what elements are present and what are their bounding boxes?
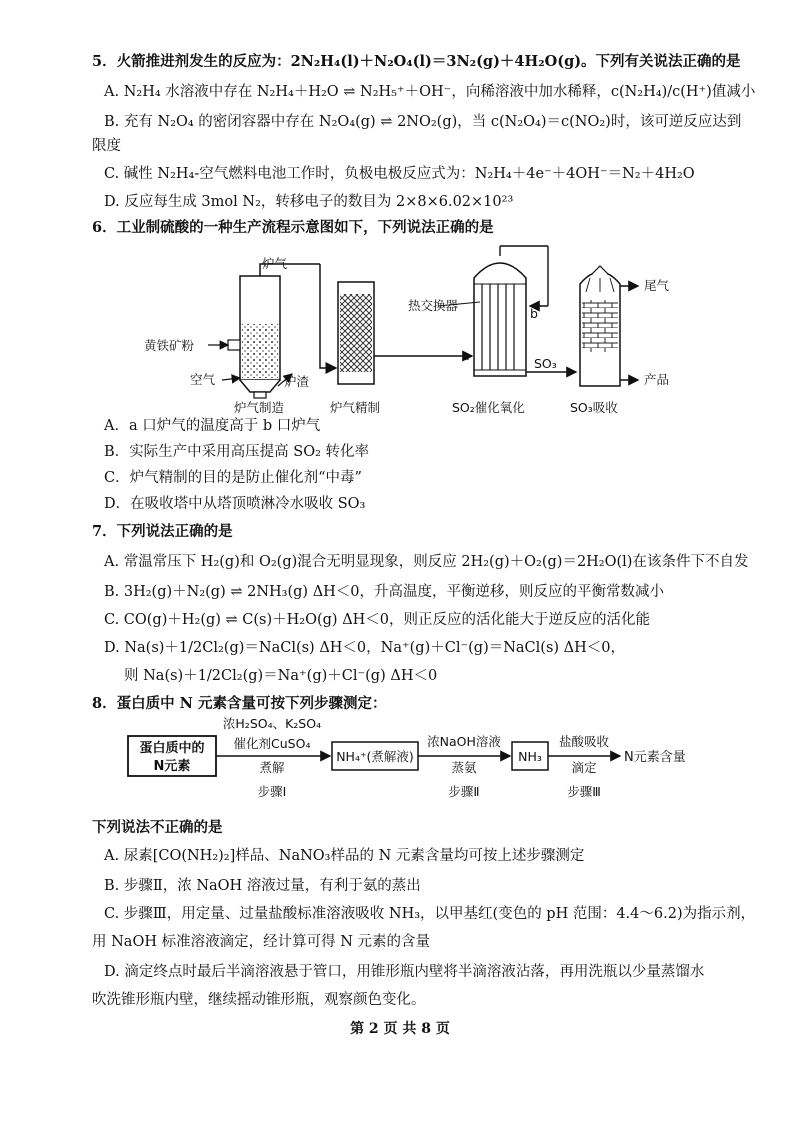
q6-option-c: C．炉气精制的目的是防止催化剂“中毒” — [104, 470, 362, 486]
q7-stem: 7．下列说法正确的是 — [92, 523, 233, 540]
stage-furnace-gas-purification: 炉气精制 — [330, 400, 381, 415]
nitrogen-determination-flowchart — [124, 712, 724, 804]
q8-option-a: A. 尿素[CO(NH₂)₂]样品、NaNO₃样品的 N 元素含量均可按上述步骤测定 — [104, 848, 585, 864]
box-protein-n-line2: N元素 — [153, 759, 191, 774]
page-footer: 第 2 页 共 8 页 — [350, 1021, 450, 1037]
label-pyrite-powder: 黄铁矿粉 — [144, 338, 195, 353]
label-luqi: 炉气 — [262, 256, 288, 271]
q7-option-b: B. 3H₂(g)＋N₂(g) ⇌ 2NH₃(g) ΔH＜0，升高温度，平衡逆移，则反应的平衡常数减小 — [104, 584, 665, 600]
q8-option-d-cont: 吹洗锥形瓶内壁，继续摇动锥形瓶，观察颜色变化。 — [92, 992, 426, 1008]
step-label-2: 步骤Ⅱ — [448, 784, 480, 799]
q7-option-a: A. 常温常压下 H₂(g)和 O₂(g)混合无明显现象，则反应 2H₂(g)＋O₂(g)＝2H₂O(l)在该条件下不自发 — [104, 554, 749, 570]
q5-stem: 5．火箭推进剂发生的反应为：2N₂H₄(l)＋N₂O₄(l)＝3N₂(g)＋4H₂O(g)。下列有关说法正确的是 — [92, 53, 741, 70]
q5-option-a: A. N₂H₄ 水溶液中存在 N₂H₄＋H₂O ⇌ N₂H₅⁺＋OH⁻，向稀溶液中加水稀释，c(N₂H₄)/c(H⁺)值减小 — [104, 84, 756, 100]
absorber — [580, 266, 638, 386]
q5-option-c: C. 碱性 N₂H₄-空气燃料电池工作时，负极电极反应式为：N₂H₄＋4e⁻＋4OH⁻＝N₂＋4H₂O — [104, 166, 695, 182]
label-port-a: a — [462, 348, 470, 363]
q6-option-a: A．a 口炉气的温度高于 b 口炉气 — [104, 418, 321, 434]
stage-so3-absorption: SO₃吸收 — [570, 400, 618, 415]
label-tail-gas: 尾气 — [644, 278, 670, 293]
step-label-3: 步骤Ⅲ — [567, 784, 601, 799]
stage-so2-catalytic-oxidation: SO₂催化氧化 — [452, 400, 525, 415]
q7-option-c: C. CO(g)＋H₂(g) ⇌ C(s)＋H₂O(g) ΔH＜0，则正反应的活化能大于逆反应的活化能 — [104, 612, 651, 628]
furnace — [208, 264, 336, 398]
label-heat-exchanger: 热交换器 — [408, 298, 459, 313]
q7-option-d-cont: 则 Na(s)＋1/2Cl₂(g)＝Na⁺(g)＋Cl⁻(g) ΔH＜0 — [124, 668, 438, 684]
q6-stem: 6．工业制硫酸的一种生产流程示意图如下，下列说法正确的是 — [92, 219, 494, 236]
q8-option-d: D. 滴定终点时最后半滴溶液悬于管口，用锥形瓶内壁将半滴溶液沾落，再用洗瓶以少量蒸馏水 — [104, 964, 705, 980]
label-air: 空气 — [190, 372, 216, 387]
reagent-step2: 浓NaOH溶液 — [427, 734, 501, 749]
q8-sub-stem: 下列说法不正确的是 — [92, 819, 223, 836]
label-so3: SO₃ — [534, 356, 557, 371]
box-protein-n-line1: 蛋白质中的 — [139, 741, 205, 756]
reagent-step1-line2: 催化剂CuSO₄ — [233, 736, 311, 751]
q8-option-c: C. 步骤Ⅲ，用定量、过量盐酸标准溶液吸收 NH₃，以甲基红(变色的 pH 范围：4.4～6.2)为指示剂， — [104, 906, 756, 922]
result-n-content: N元素含量 — [624, 750, 686, 765]
label-port-b: b — [530, 306, 538, 321]
condition-step3: 滴定 — [571, 760, 597, 775]
q5-option-b-cont: 限度 — [92, 138, 121, 154]
label-slag: 炉渣 — [284, 374, 310, 389]
q6-option-b: B．实际生产中采用高压提高 SO₂ 转化率 — [104, 444, 370, 460]
q5-option-b: B. 充有 N₂O₄ 的密闭容器中存在 N₂O₄(g) ⇌ 2NO₂(g)，当 c(N₂O₄)＝c(NO₂)时，该可逆反应达到 — [104, 114, 742, 130]
box-ammonium-digest-label: NH₄⁺(煮解液) — [336, 749, 414, 764]
sulfuric-acid-process-diagram — [144, 238, 710, 418]
label-product: 产品 — [644, 372, 670, 387]
condition-step2: 蒸氨 — [451, 760, 477, 775]
step-label-1: 步骤Ⅰ — [257, 784, 287, 799]
q8-option-c-cont: 用 NaOH 标准溶液滴定，经计算可得 N 元素的含量 — [92, 934, 430, 950]
stage-furnace-gas-making: 炉气制造 — [234, 400, 285, 415]
box-nh3-label: NH₃ — [518, 749, 542, 764]
reagent-step1-line1: 浓H₂SO₄、K₂SO₄ — [222, 716, 322, 731]
q5-option-d: D. 反应每生成 3mol N₂，转移电子的数目为 2×8×6.02×10²³ — [104, 194, 514, 210]
q8-option-b: B. 步骤Ⅱ，浓 NaOH 溶液过量，有利于氨的蒸出 — [104, 878, 421, 894]
q6-option-d: D．在吸收塔中从塔顶喷淋冷水吸收 SO₃ — [104, 496, 366, 512]
q7-option-d: D. Na(s)＋1/2Cl₂(g)＝NaCl(s) ΔH＜0，Na⁺(g)＋Cl⁻(g)＝NaCl(s) ΔH＜0， — [104, 640, 625, 656]
reagent-step3: 盐酸吸收 — [558, 734, 610, 749]
q8-stem: 8．蛋白质中 N 元素含量可按下列步骤测定： — [92, 695, 387, 712]
condition-step1: 煮解 — [259, 760, 285, 775]
